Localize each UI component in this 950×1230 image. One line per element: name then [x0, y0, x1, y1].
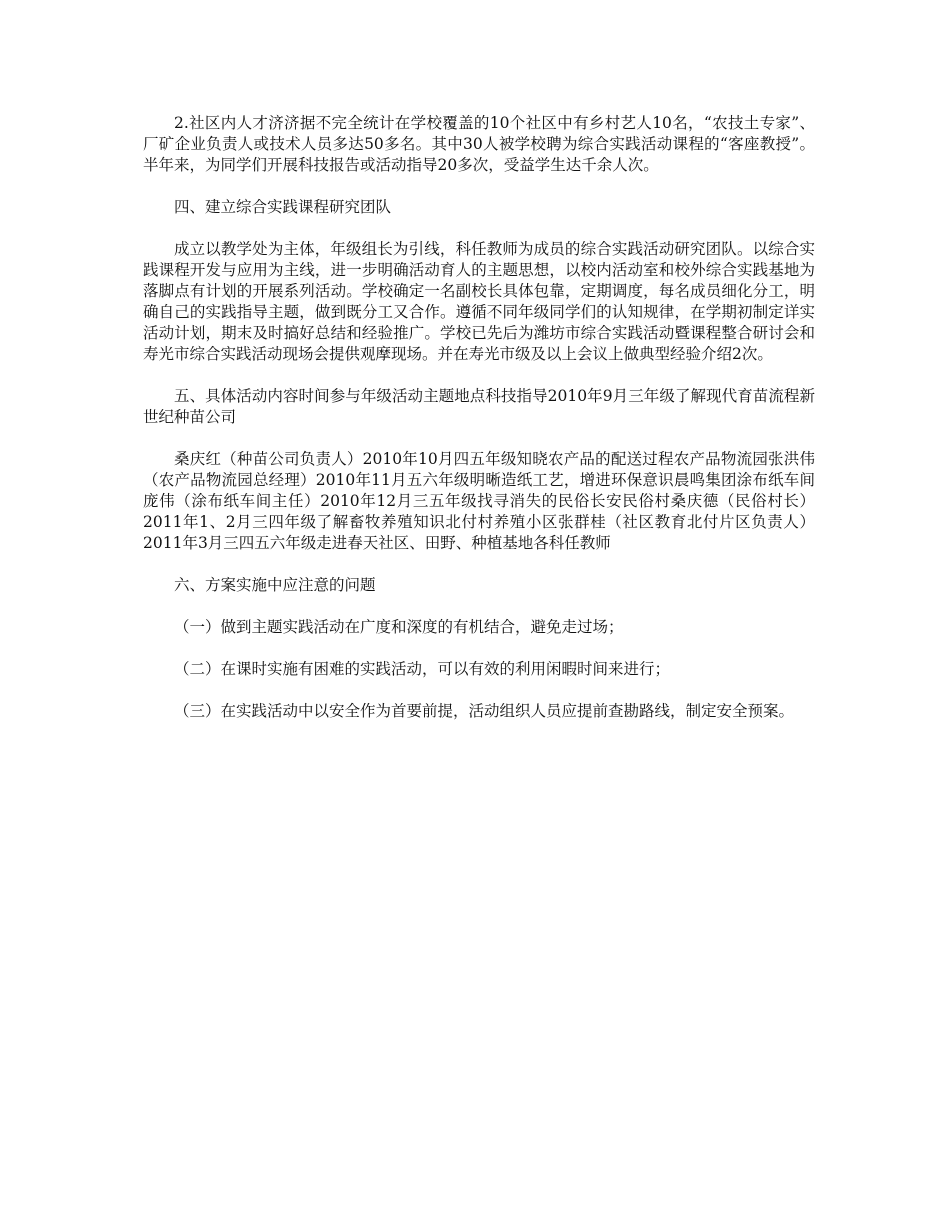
paragraph-activities: 桑庆红（种苗公司负责人）2010年10月四五年级知晓农产品的配送过程农产品物流园张洪伟（农产品物流园总经理）2010年11月五六年级明晰造纸工艺，增进环保意识晨鸣集团涂布纸车间庞伟（涂布纸车间主任）2010年12月三五年级找寻消失的民俗长安民俗村桑庆德（民俗村长）2011年1、2月三四年级了解畜牧养殖知识北付村养殖小区张群桂（社区教育北付片区负责人）2011年3月三四五六年级走进春天社区、田野、种植基地各科任教师	[143, 450, 815, 552]
section-heading-6: 六、方案实施中应注意的问题	[174, 576, 376, 594]
paragraph-note-3: （三）在实践活动中以安全作为首要前提，活动组织人员应提前查勘路线，制定安全预案。	[174, 702, 795, 720]
paragraph-note-1: （一）做到主题实践活动在广度和深度的有机结合，避免走过场；	[174, 618, 624, 636]
document-page	[143, 113, 815, 743]
paragraph-note-2: （二）在课时实施有困难的实践活动，可以有效的利用闲暇时间来进行；	[174, 660, 671, 678]
paragraph-team: 成立以教学处为主体，年级组长为引线，科任教师为成员的综合实践活动研究团队。以综合实践课程开发与应用为主线，进一步明确活动育人的主题思想，以校内活动室和校外综合实践基地为落脚点有计划的开展系列活动。学校确定一名副校长具体包靠，定期调度，每名成员细化分工，明确自己的实践指导主题，做到既分工又合作。遵循不同年级同学们的认知规律，在学期初制定详实活动计划，期末及时搞好总结和经验推广。学校已先后为潍坊市综合实践活动暨课程整合研讨会和寿光市综合实践活动现场会提供观摩现场。并在寿光市级及以上会议上做典型经验介绍2次。	[143, 240, 815, 363]
section-heading-5: 五、具体活动内容时间参与年级活动主题地点科技指导2010年9月三年级了解现代育苗流程新世纪种苗公司	[143, 387, 815, 426]
section-heading-4: 四、建立综合实践课程研究团队	[174, 198, 392, 216]
paragraph-talent: 2.社区内人才济济据不完全统计在学校覆盖的10个社区中有乡村艺人10名，“农技土专家”、厂矿企业负责人或技术人员多达50多名。其中30人被学校聘为综合实践活动课程的“客座教授”。半年来，为同学们开展科技报告或活动指导20多次，受益学生达千余人次。	[143, 114, 815, 174]
